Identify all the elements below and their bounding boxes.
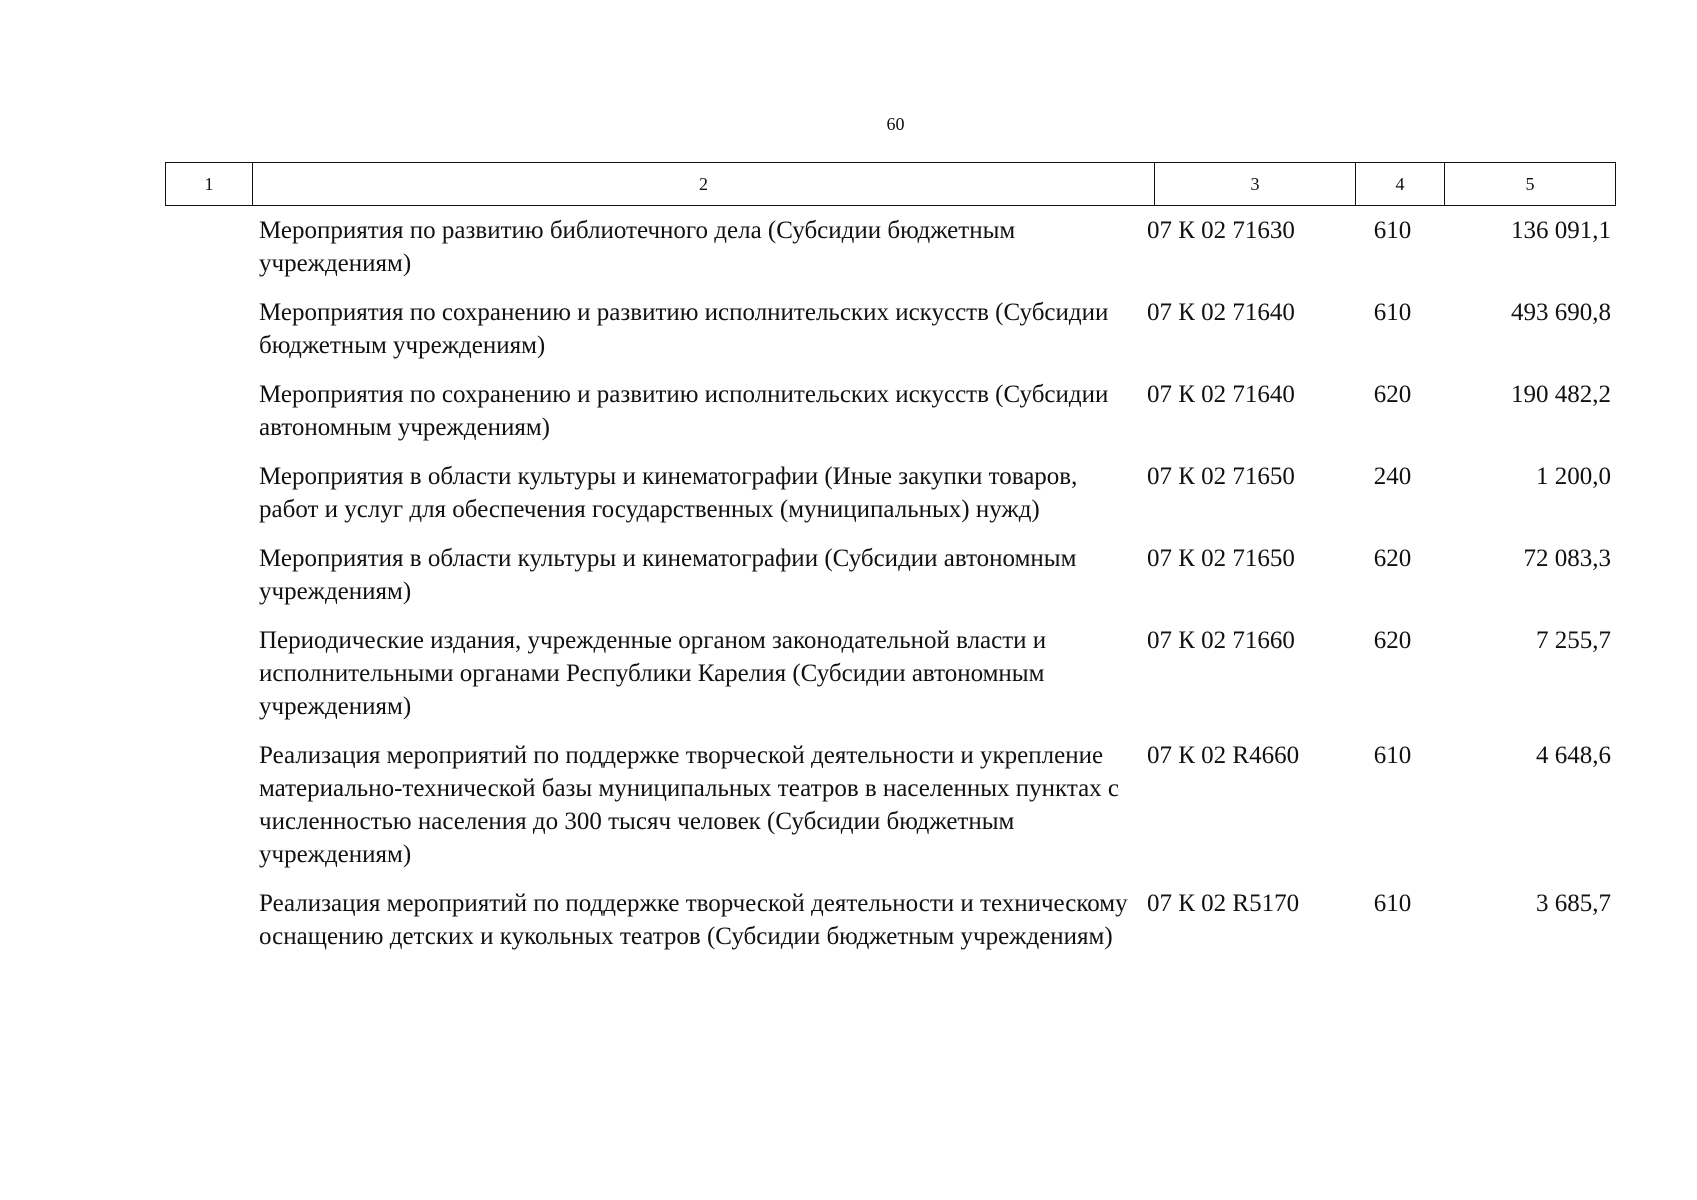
- row-amount: 190 482,2: [1511, 381, 1611, 408]
- row-description: Мероприятия по сохранению и развитию исполнительских искусств (Субсидии бюджетным учреждениям): [259, 299, 1109, 359]
- row-amount: 4 648,6: [1536, 742, 1611, 769]
- row-amount: 1 200,0: [1536, 463, 1611, 490]
- table-body: [259, 214, 1611, 969]
- row-expense-type: 610: [1373, 742, 1412, 769]
- row-expense-type: 610: [1373, 890, 1412, 917]
- row-description: Периодические издания, учрежденные органом законодательной власти и исполнительными органами Республики Карелия (Субсидии автономным учреждениям): [259, 627, 1047, 720]
- row-code: 07 К 02 71650: [1147, 463, 1295, 490]
- row-expense-type: 610: [1373, 217, 1412, 244]
- row-expense-type: 620: [1373, 381, 1412, 408]
- row-expense-type: 240: [1373, 463, 1412, 490]
- table-row: [259, 542, 1611, 608]
- row-description: Реализация мероприятий по поддержке творческой деятельности и укрепление материально-технической базы муниципальных театров в населенных пунктах с численностью населения до 300 тысяч человек (Субсидии бюджетным учреждениям): [259, 742, 1120, 868]
- row-description: Мероприятия по развитию библиотечного дела (Субсидии бюджетным учреждениям): [259, 217, 1016, 277]
- row-description: Мероприятия в области культуры и кинематографии (Субсидии автономным учреждениям): [259, 545, 1077, 605]
- row-description: Мероприятия в области культуры и кинематографии (Иные закупки товаров, работ и услуг для обеспечения государственных (муниципальных) нужд): [259, 463, 1078, 523]
- row-code: 07 К 02 R4660: [1147, 742, 1300, 769]
- row-amount: 493 690,8: [1511, 299, 1611, 326]
- row-description: Мероприятия по сохранению и развитию исполнительских искусств (Субсидии автономным учреждениям): [259, 381, 1109, 441]
- table-row: [259, 460, 1611, 526]
- row-expense-type: 620: [1373, 627, 1412, 654]
- table-header: [165, 162, 1616, 206]
- row-expense-type: 620: [1373, 545, 1412, 572]
- table-row: [259, 296, 1611, 362]
- row-code: 07 К 02 71660: [1147, 627, 1295, 654]
- row-amount: 7 255,7: [1536, 627, 1611, 654]
- row-code: 07 К 02 71640: [1147, 299, 1295, 326]
- row-code: 07 К 02 71640: [1147, 381, 1295, 408]
- page-number: 60: [886, 114, 905, 134]
- header-cell-4: 4: [1355, 163, 1444, 205]
- table-row: [259, 739, 1611, 871]
- header-cell-2: 2: [252, 163, 1154, 205]
- row-amount: 3 685,7: [1536, 890, 1611, 917]
- header-cell-5: 5: [1444, 163, 1615, 205]
- table-row: [259, 887, 1611, 953]
- row-code: 07 К 02 71630: [1147, 217, 1295, 244]
- row-code: 07 К 02 R5170: [1147, 890, 1300, 917]
- header-cell-1: 1: [204, 173, 214, 194]
- row-expense-type: 610: [1373, 299, 1412, 326]
- table-row: [259, 214, 1611, 280]
- row-code: 07 К 02 71650: [1147, 545, 1295, 572]
- header-cell-3: 3: [1154, 163, 1355, 205]
- row-amount: 136 091,1: [1511, 217, 1611, 244]
- table-row: [259, 378, 1611, 444]
- row-amount: 72 083,3: [1523, 545, 1611, 572]
- row-description: Реализация мероприятий по поддержке творческой деятельности и техническому оснащению детских и кукольных театров (Субсидии бюджетным учреждениям): [259, 890, 1128, 950]
- table-row: [259, 624, 1611, 723]
